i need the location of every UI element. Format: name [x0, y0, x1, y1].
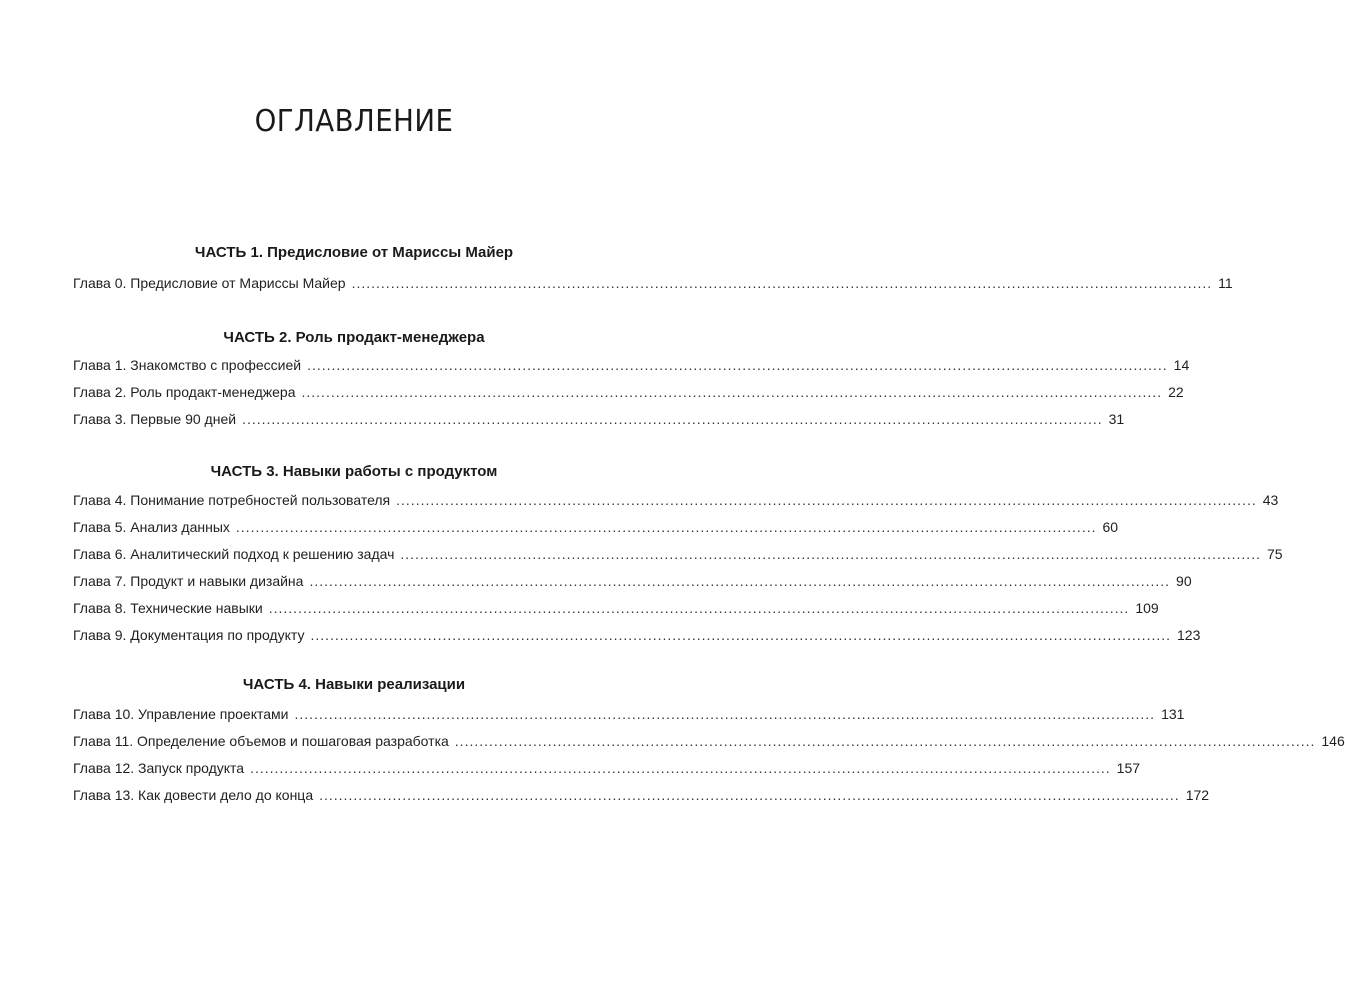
chapter-label: Глава 12. Запуск продукта — [73, 760, 245, 776]
part-3-title: ЧАСТЬ 3. Навыки работы с продуктом — [210, 463, 498, 480]
page-number: 109 — [1135, 600, 1159, 616]
chapter-label: Глава 0. Предисловие от Мариссы Майер — [73, 275, 346, 291]
page-number: 31 — [1108, 411, 1125, 427]
part-4-title: ЧАСТЬ 4. Навыки реализации — [242, 676, 466, 693]
dot-leader: ................................................................................................................................................................................ — [250, 760, 1111, 776]
chapter-label: Глава 10. Управление проектами — [73, 706, 289, 722]
chapter-label: Глава 4. Понимание потребностей пользователя — [73, 492, 391, 508]
page-number: 172 — [1185, 787, 1210, 803]
page-number: 90 — [1176, 573, 1192, 589]
dot-leader: ................................................................................................................................................................................ — [235, 519, 1097, 535]
dot-leader: ................................................................................................................................................................................ — [307, 357, 1168, 373]
dot-leader: ................................................................................................................................................................................ — [319, 787, 1180, 803]
part-2-title: ЧАСТЬ 2. Роль продакт-менеджера — [223, 329, 485, 346]
toc-entry-chapter-8[interactable] — [73, 600, 1159, 622]
dot-leader: ................................................................................................................................................................................ — [454, 733, 1316, 749]
page-number: 11 — [1218, 275, 1233, 291]
chapter-label: Глава 13. Как довести дело до конца — [73, 787, 314, 803]
dot-leader: ................................................................................................................................................................................ — [309, 573, 1171, 589]
toc-entry-chapter-6[interactable] — [73, 546, 1283, 568]
toc-entry-chapter-5[interactable] — [73, 519, 1119, 541]
toc-entry-chapter-13[interactable] — [73, 787, 1210, 809]
page-number: 146 — [1321, 733, 1345, 749]
chapter-label: Глава 9. Документация по продукту — [73, 627, 305, 643]
chapter-label: Глава 11. Определение объемов и пошаговая разработка — [73, 733, 449, 749]
page-number: 43 — [1262, 492, 1279, 508]
page-number: 131 — [1161, 706, 1185, 722]
toc-entry-chapter-3[interactable] — [73, 411, 1125, 433]
dot-leader: ................................................................................................................................................................................ — [400, 546, 1261, 562]
dot-leader: ................................................................................................................................................................................ — [310, 627, 1172, 643]
chapter-label: Глава 1. Знакомство с профессией — [73, 357, 302, 373]
toc-entry-chapter-12[interactable] — [73, 760, 1141, 782]
dot-leader: ................................................................................................................................................................................ — [294, 706, 1156, 722]
page-number: 157 — [1116, 760, 1141, 776]
dot-leader: ................................................................................................................................................................................ — [242, 411, 1103, 427]
toc-entry-chapter-1[interactable] — [73, 357, 1190, 379]
toc-entry-chapter-0[interactable] — [73, 275, 1233, 297]
chapter-label: Глава 8. Технические навыки — [73, 600, 263, 616]
chapter-label: Глава 6. Аналитический подход к решению задач — [73, 546, 395, 562]
dot-leader: ................................................................................................................................................................................ — [351, 275, 1213, 291]
page-number: 60 — [1102, 519, 1119, 535]
toc-entry-chapter-10[interactable] — [73, 706, 1185, 728]
dot-leader: ................................................................................................................................................................................ — [268, 600, 1130, 616]
dot-leader: ................................................................................................................................................................................ — [301, 384, 1163, 400]
dot-leader: ................................................................................................................................................................................ — [396, 492, 1257, 508]
toc-entry-chapter-11[interactable] — [73, 733, 1345, 755]
part-1-title: ЧАСТЬ 1. Предисловие от Мариссы Майер — [194, 244, 514, 261]
toc-entry-chapter-9[interactable] — [73, 627, 1201, 649]
toc-entry-chapter-4[interactable] — [73, 492, 1279, 514]
toc-entry-chapter-7[interactable] — [73, 573, 1192, 595]
page-number: 14 — [1173, 357, 1190, 373]
chapter-label: Глава 7. Продукт и навыки дизайна — [73, 573, 304, 589]
page-number: 22 — [1168, 384, 1184, 400]
chapter-label: Глава 3. Первые 90 дней — [73, 411, 237, 427]
toc-title: ОГЛАВЛЕНИЕ — [254, 104, 454, 139]
page-number: 75 — [1266, 546, 1283, 562]
chapter-label: Глава 2. Роль продакт-менеджера — [73, 384, 296, 400]
chapter-label: Глава 5. Анализ данных — [73, 519, 230, 535]
page-number: 123 — [1177, 627, 1201, 643]
toc-entry-chapter-2[interactable] — [73, 384, 1184, 406]
